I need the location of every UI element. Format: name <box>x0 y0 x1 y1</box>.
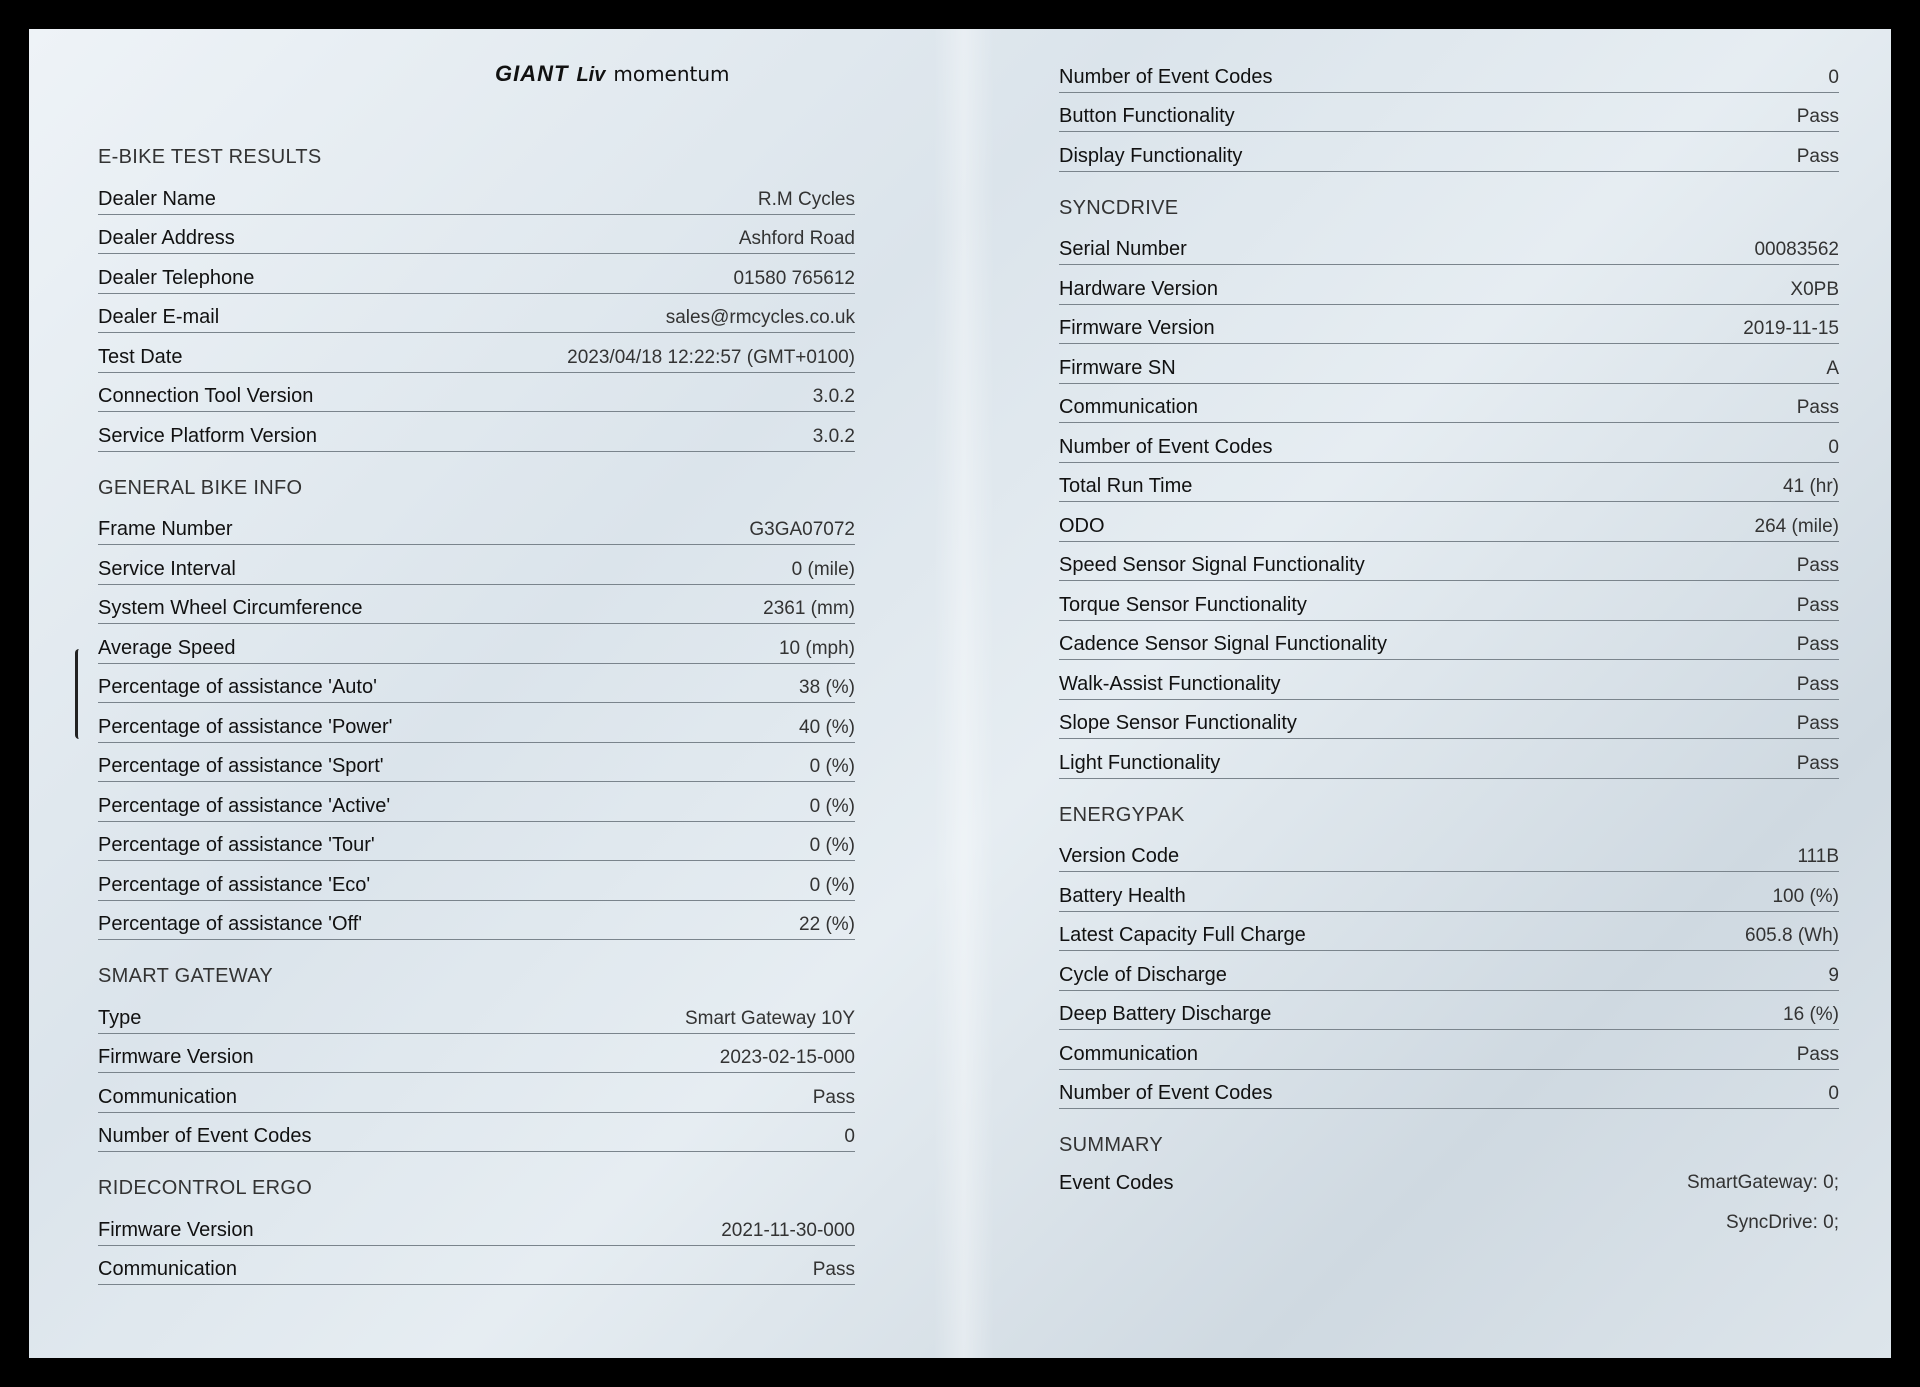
row-value: Pass <box>1796 634 1839 655</box>
row-communication <box>98 1073 855 1113</box>
section-title-e-bike-test-results: E-BIKE TEST RESULTS <box>98 146 322 168</box>
summary-values <box>1687 1163 1839 1243</box>
row-odo <box>1059 502 1839 542</box>
row-label: System Wheel Circumference <box>98 597 363 619</box>
row-value: 0 (%) <box>809 874 855 896</box>
row-dealer-e-mail <box>98 294 855 334</box>
row-value: 111B <box>1797 846 1839 867</box>
summary-value: SmartGateway: 0; <box>1686 1172 1839 1193</box>
row-value: 3.0.2 <box>812 386 855 407</box>
row-communication <box>1059 1030 1839 1070</box>
row-version-code <box>1059 833 1839 873</box>
row-label: Number of Event Codes <box>1059 65 1273 88</box>
row-label: Cadence Sensor Signal Functionality <box>1059 633 1387 655</box>
row-average-speed <box>98 624 855 664</box>
row-label: Percentage of assistance 'Off' <box>98 913 363 935</box>
row-dealer-name <box>98 175 855 215</box>
row-value: 9 <box>1828 964 1839 986</box>
row-label: Percentage of assistance 'Auto' <box>98 676 377 698</box>
section-title-general-bike-info: GENERAL BIKE INFO <box>98 476 303 499</box>
row-value: 0 <box>1828 66 1839 88</box>
row-value: G3GA07072 <box>749 519 855 540</box>
row-label: Number of Event Codes <box>1059 1082 1273 1104</box>
row-percentage-of-assistance-tour <box>98 822 855 862</box>
row-label: Total Run Time <box>1059 475 1193 497</box>
row-value: 38 (%) <box>799 677 855 698</box>
row-label: Communication <box>1059 1042 1198 1065</box>
row-slope-sensor-functionality <box>1059 700 1839 740</box>
row-label: Deep Battery Discharge <box>1059 1003 1272 1025</box>
section-title-syncdrive: SYNCDRIVE <box>1059 196 1179 219</box>
row-label: Type <box>98 1006 142 1029</box>
row-torque-sensor-functionality <box>1059 581 1839 621</box>
row-latest-capacity-full-charge <box>1059 912 1839 952</box>
row-label: Service Interval <box>98 557 236 580</box>
row-cadence-sensor-signal-functionality <box>1059 621 1839 661</box>
row-value: 22 (%) <box>799 914 855 935</box>
row-light-functionality <box>1059 739 1839 779</box>
row-label: ODO <box>1059 514 1105 537</box>
row-label: Hardware Version <box>1059 277 1218 300</box>
row-deep-battery-discharge <box>1059 991 1839 1031</box>
row-label: Button Functionality <box>1059 105 1235 127</box>
row-label: Service Platform Version <box>98 424 317 447</box>
row-service-interval <box>98 545 855 585</box>
logo-giant: GIANT <box>495 61 569 86</box>
summary-event-codes <box>1059 1163 1839 1243</box>
row-value: 605.8 (Wh) <box>1745 925 1839 946</box>
row-value: Pass <box>1796 752 1839 774</box>
row-label: Percentage of assistance 'Sport' <box>98 755 384 777</box>
row-value: 2361 (mm) <box>763 598 855 619</box>
row-label: Connection Tool Version <box>98 385 314 407</box>
row-value: 0 (%) <box>809 835 855 856</box>
row-percentage-of-assistance-active <box>98 782 855 822</box>
row-value: 100 (%) <box>1772 885 1839 907</box>
logo-momentum: momentum <box>613 62 730 86</box>
row-value: 0 <box>844 1126 855 1147</box>
row-label: Torque Sensor Functionality <box>1059 593 1307 616</box>
row-type <box>98 994 855 1034</box>
row-value: Ashford Road <box>738 228 855 249</box>
row-label: Dealer Telephone <box>98 266 255 289</box>
row-value: Pass <box>1796 1043 1839 1065</box>
row-value: 40 (%) <box>799 716 855 738</box>
row-label: Firmware SN <box>1059 356 1176 379</box>
row-value: 2023/04/18 12:22:57 (GMT+0100) <box>567 346 855 368</box>
row-value: Smart Gateway 10Y <box>684 1007 855 1029</box>
row-label: Percentage of assistance 'Tour' <box>98 834 375 856</box>
summary-label: Event Codes <box>1059 1172 1174 1194</box>
row-battery-health <box>1059 872 1839 912</box>
row-value: 2023-02-15-000 <box>719 1047 855 1068</box>
row-number-of-event-codes <box>1059 53 1839 93</box>
row-number-of-event-codes <box>1059 423 1839 463</box>
row-label: Dealer Name <box>98 187 216 210</box>
row-value: Pass <box>812 1259 855 1280</box>
row-value: A <box>1826 357 1839 379</box>
row-label: Battery Health <box>1059 884 1186 907</box>
row-cycle-of-discharge <box>1059 951 1839 991</box>
row-percentage-of-assistance-off <box>98 901 855 941</box>
row-value: X0PB <box>1790 278 1839 300</box>
row-walk-assist-functionality <box>1059 660 1839 700</box>
row-value: 0 <box>1828 1083 1839 1104</box>
row-label: Dealer Address <box>98 227 235 249</box>
row-label: Communication <box>98 1258 237 1280</box>
row-value: 01580 765612 <box>733 267 855 289</box>
row-label: Cycle of Discharge <box>1059 963 1227 986</box>
section-title-smart-gateway: SMART GATEWAY <box>98 965 274 987</box>
row-label: Speed Sensor Signal Functionality <box>1059 554 1365 576</box>
row-communication <box>1059 384 1839 424</box>
row-label: Firmware Version <box>98 1218 254 1241</box>
row-value: Pass <box>1796 594 1839 616</box>
row-communication <box>98 1246 855 1286</box>
row-label: Firmware Version <box>98 1046 254 1068</box>
row-value: Pass <box>1796 555 1839 576</box>
row-label: Light Functionality <box>1059 751 1221 774</box>
row-system-wheel-circumference <box>98 585 855 625</box>
row-value: 3.0.2 <box>812 425 855 447</box>
row-label: Display Functionality <box>1059 144 1243 167</box>
row-percentage-of-assistance-sport <box>98 743 855 783</box>
row-label: Test Date <box>98 345 183 368</box>
row-label: Average Speed <box>98 636 236 659</box>
row-label: Communication <box>1059 396 1198 418</box>
row-label: Version Code <box>1059 845 1180 867</box>
row-value: 16 (%) <box>1783 1004 1839 1025</box>
row-value: Pass <box>1796 673 1839 695</box>
summary-value: SyncDrive: 0; <box>1726 1212 1839 1233</box>
row-label: Serial Number <box>1059 238 1187 260</box>
row-hardware-version <box>1059 265 1839 305</box>
row-value: 0 <box>1828 436 1839 458</box>
row-connection-tool-version <box>98 373 855 413</box>
row-number-of-event-codes <box>1059 1070 1839 1110</box>
section-title-ridecontrol-ergo: RIDECONTROL ERGO <box>98 1177 313 1199</box>
row-frame-number <box>98 506 855 546</box>
row-value: 00083562 <box>1754 239 1839 260</box>
row-label: Firmware Version <box>1059 317 1215 339</box>
row-value: 264 (mile) <box>1754 515 1839 537</box>
row-label: Frame Number <box>98 518 233 540</box>
row-value: Pass <box>1796 397 1839 418</box>
row-value: 41 (hr) <box>1783 476 1839 497</box>
row-label: Communication <box>98 1085 237 1108</box>
row-dealer-address <box>98 215 855 255</box>
row-firmware-version <box>98 1206 855 1246</box>
row-display-functionality <box>1059 132 1839 172</box>
row-value: 2021-11-30-000 <box>721 1219 855 1241</box>
left-column <box>98 73 855 1285</box>
section-title-energypak: ENERGYPAK <box>1059 803 1185 826</box>
row-service-platform-version <box>98 412 855 452</box>
test-results-sheet <box>29 29 1891 1358</box>
row-value: R.M Cycles <box>757 188 855 210</box>
row-dealer-telephone <box>98 254 855 294</box>
row-button-functionality <box>1059 93 1839 133</box>
row-label: Percentage of assistance 'Active' <box>98 794 391 817</box>
row-firmware-version <box>1059 305 1839 345</box>
logo-liv: Liv <box>576 64 606 86</box>
row-value: 2019-11-15 <box>1743 318 1839 339</box>
staple-mark <box>75 649 84 739</box>
row-label: Number of Event Codes <box>98 1125 312 1147</box>
row-number-of-event-codes <box>98 1113 855 1153</box>
row-label: Percentage of assistance 'Power' <box>98 715 393 738</box>
row-percentage-of-assistance-power <box>98 703 855 743</box>
row-value: Pass <box>1796 145 1839 167</box>
row-firmware-version <box>98 1034 855 1074</box>
row-firmware-sn <box>1059 344 1839 384</box>
row-serial-number <box>1059 226 1839 266</box>
row-value: 0 (%) <box>809 756 855 777</box>
row-label: Walk-Assist Functionality <box>1059 672 1281 695</box>
section-title-summary: SUMMARY <box>1059 1134 1163 1156</box>
row-label: Number of Event Codes <box>1059 435 1273 458</box>
row-percentage-of-assistance-eco <box>98 861 855 901</box>
row-value: 0 (%) <box>809 795 855 817</box>
row-test-date <box>98 333 855 373</box>
row-value: 0 (mile) <box>791 558 855 580</box>
row-value: Pass <box>1796 713 1839 734</box>
row-label: Dealer E-mail <box>98 306 220 328</box>
row-value: 10 (mph) <box>778 637 855 659</box>
right-column <box>1059 53 1839 1243</box>
row-label: Slope Sensor Functionality <box>1059 712 1297 734</box>
row-label: Latest Capacity Full Charge <box>1059 924 1306 946</box>
row-percentage-of-assistance-auto <box>98 664 855 704</box>
paper-fold <box>934 29 994 1358</box>
row-label: Percentage of assistance 'Eco' <box>98 873 371 896</box>
row-speed-sensor-signal-functionality <box>1059 542 1839 582</box>
row-total-run-time <box>1059 463 1839 503</box>
row-value: Pass <box>1796 106 1839 127</box>
row-value: Pass <box>812 1086 855 1108</box>
row-value: sales@rmcycles.co.uk <box>665 307 855 328</box>
